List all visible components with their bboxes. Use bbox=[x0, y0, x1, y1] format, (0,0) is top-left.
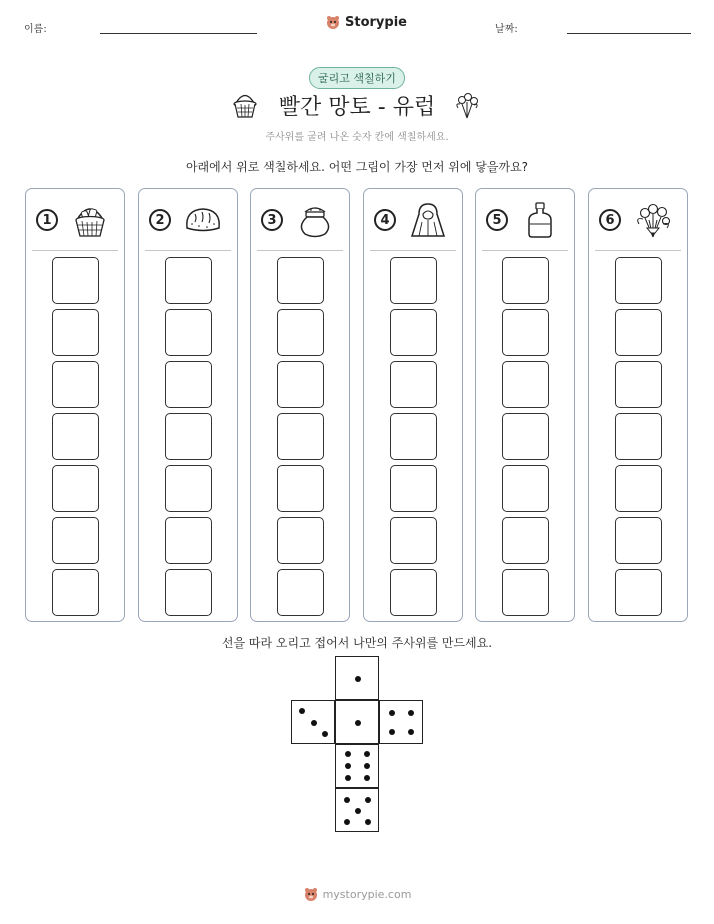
dice-pip bbox=[311, 720, 317, 726]
column-1 bbox=[25, 188, 125, 622]
page-subtitle: 주사위를 굴려 나온 숫자 칸에 색칠하세요. bbox=[265, 132, 449, 143]
color-box-4[interactable] bbox=[390, 413, 437, 460]
column-divider bbox=[257, 250, 343, 251]
color-box-6[interactable] bbox=[615, 517, 662, 564]
column-number: 4 bbox=[374, 209, 396, 231]
color-box-2[interactable] bbox=[615, 309, 662, 356]
brand-logo bbox=[325, 14, 407, 30]
column-5 bbox=[475, 188, 575, 622]
title-flower-icon bbox=[452, 90, 482, 120]
color-box-6[interactable] bbox=[390, 517, 437, 564]
color-box-7[interactable] bbox=[390, 569, 437, 616]
brand-name: Storypie bbox=[345, 14, 407, 30]
honey-pot-icon bbox=[295, 200, 335, 240]
color-box-7[interactable] bbox=[165, 569, 212, 616]
column-divider bbox=[595, 250, 681, 251]
color-box-1[interactable] bbox=[165, 257, 212, 304]
dice-pip bbox=[299, 708, 305, 714]
color-box-2[interactable] bbox=[165, 309, 212, 356]
color-box-5[interactable] bbox=[52, 465, 99, 512]
column-divider bbox=[370, 250, 456, 251]
dice-pip bbox=[389, 729, 395, 735]
color-box-4[interactable] bbox=[277, 413, 324, 460]
dice-pip bbox=[355, 676, 361, 682]
dice-pip bbox=[344, 797, 350, 803]
coloring-instruction: 아래에서 위로 색칠하세요. 어떤 그림이 가장 먼저 위에 닿을까요? bbox=[185, 160, 529, 174]
column-number: 3 bbox=[261, 209, 283, 231]
color-box-5[interactable] bbox=[277, 465, 324, 512]
color-box-1[interactable] bbox=[502, 257, 549, 304]
dice-pip bbox=[408, 729, 414, 735]
color-box-2[interactable] bbox=[52, 309, 99, 356]
color-box-5[interactable] bbox=[615, 465, 662, 512]
dice-pip bbox=[364, 763, 370, 769]
dice-pip bbox=[344, 819, 350, 825]
dice-face-left-3 bbox=[291, 700, 335, 744]
dice-pip bbox=[408, 710, 414, 716]
dice-instruction: 선을 따라 오리고 접어서 나만의 주사위를 만드세요. bbox=[221, 636, 493, 650]
column-6 bbox=[588, 188, 688, 622]
color-box-1[interactable] bbox=[277, 257, 324, 304]
activity-tag: 굴리고 색칠하기 bbox=[309, 67, 405, 89]
dice-face-right-4 bbox=[379, 700, 423, 744]
color-box-7[interactable] bbox=[52, 569, 99, 616]
dice-face-lower-6 bbox=[335, 744, 379, 788]
dice-pip bbox=[364, 775, 370, 781]
color-box-7[interactable] bbox=[502, 569, 549, 616]
page-title: 빨간 망토 - 유럽 bbox=[278, 95, 436, 120]
dice-face-bottom-5 bbox=[335, 788, 379, 832]
color-box-1[interactable] bbox=[52, 257, 99, 304]
color-box-5[interactable] bbox=[502, 465, 549, 512]
storypie-logo-icon bbox=[303, 886, 319, 902]
name-line bbox=[100, 33, 257, 34]
color-box-2[interactable] bbox=[277, 309, 324, 356]
color-box-6[interactable] bbox=[165, 517, 212, 564]
color-box-1[interactable] bbox=[390, 257, 437, 304]
footer-url[interactable]: mystorypie.com bbox=[322, 887, 412, 901]
dice-pip bbox=[355, 808, 361, 814]
dice-pip bbox=[345, 751, 351, 757]
color-box-1[interactable] bbox=[615, 257, 662, 304]
dice-pip bbox=[364, 751, 370, 757]
flower-bouquet-icon bbox=[633, 200, 673, 240]
dice-face-top-1 bbox=[335, 656, 379, 700]
name-label: 이름: bbox=[24, 24, 47, 35]
dice-pip bbox=[365, 819, 371, 825]
column-divider bbox=[482, 250, 568, 251]
color-box-4[interactable] bbox=[52, 413, 99, 460]
dice-face-center-1 bbox=[335, 700, 379, 744]
date-line bbox=[567, 33, 691, 34]
dice-pip bbox=[389, 710, 395, 716]
color-box-5[interactable] bbox=[390, 465, 437, 512]
color-box-3[interactable] bbox=[277, 361, 324, 408]
dice-pip bbox=[345, 775, 351, 781]
footer bbox=[0, 886, 714, 902]
potion-bottle-icon bbox=[520, 200, 560, 240]
color-box-4[interactable] bbox=[165, 413, 212, 460]
storypie-logo-icon bbox=[325, 14, 341, 30]
dice-pip bbox=[322, 731, 328, 737]
dice-pip bbox=[355, 720, 361, 726]
date-label: 날짜: bbox=[495, 24, 518, 35]
column-4 bbox=[363, 188, 463, 622]
color-box-3[interactable] bbox=[165, 361, 212, 408]
color-box-6[interactable] bbox=[502, 517, 549, 564]
column-2 bbox=[138, 188, 238, 622]
column-divider bbox=[32, 250, 118, 251]
color-box-3[interactable] bbox=[502, 361, 549, 408]
column-3 bbox=[250, 188, 350, 622]
column-number: 1 bbox=[36, 209, 58, 231]
column-number: 5 bbox=[486, 209, 508, 231]
dice-pip bbox=[345, 763, 351, 769]
dice-pip bbox=[365, 797, 371, 803]
color-box-6[interactable] bbox=[52, 517, 99, 564]
color-box-3[interactable] bbox=[615, 361, 662, 408]
color-box-7[interactable] bbox=[277, 569, 324, 616]
color-box-7[interactable] bbox=[615, 569, 662, 616]
red-cloak-icon bbox=[408, 200, 448, 240]
bread-icon bbox=[183, 200, 223, 240]
color-box-3[interactable] bbox=[390, 361, 437, 408]
column-number: 6 bbox=[599, 209, 621, 231]
column-number: 2 bbox=[149, 209, 171, 231]
basket-icon bbox=[70, 200, 110, 240]
color-box-6[interactable] bbox=[277, 517, 324, 564]
color-box-5[interactable] bbox=[165, 465, 212, 512]
color-box-2[interactable] bbox=[502, 309, 549, 356]
color-box-4[interactable] bbox=[615, 413, 662, 460]
color-box-3[interactable] bbox=[52, 361, 99, 408]
column-divider bbox=[145, 250, 231, 251]
color-box-2[interactable] bbox=[390, 309, 437, 356]
color-box-4[interactable] bbox=[502, 413, 549, 460]
